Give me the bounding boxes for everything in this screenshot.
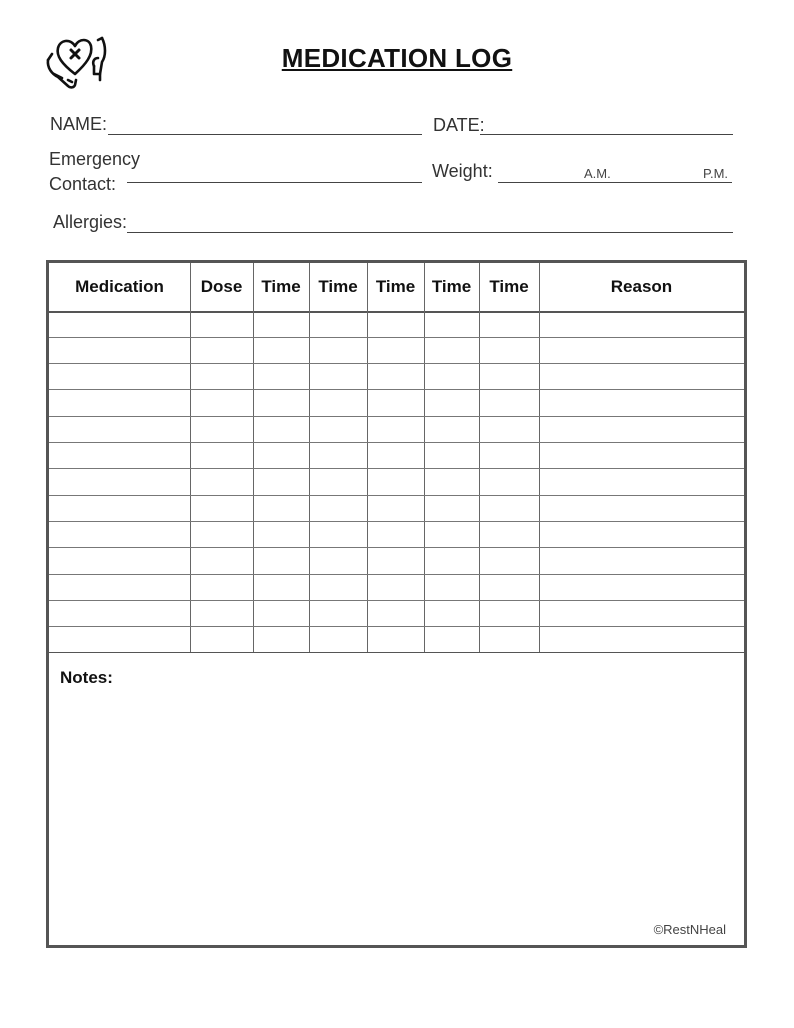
column-header-medication: Medication [75, 277, 164, 296]
weight-field[interactable] [498, 182, 732, 183]
column-header-time-5: Time [489, 277, 529, 296]
row-divider [49, 626, 744, 627]
row-divider [49, 468, 744, 469]
row-divider [49, 363, 744, 364]
name-label: NAME: [50, 114, 108, 134]
column-divider [539, 263, 540, 653]
row-divider [49, 521, 744, 522]
row-divider [49, 574, 744, 575]
row-divider [49, 442, 744, 443]
row-divider [49, 495, 744, 496]
date-label: DATE: [433, 115, 485, 135]
pm-label: P.M. [703, 166, 729, 181]
weight-label: Weight: [432, 161, 493, 181]
column-divider [479, 263, 480, 653]
column-divider [424, 263, 425, 653]
emergency-label-line2: Contact: [49, 174, 117, 194]
table-body-bottom-border [49, 652, 744, 653]
name-field[interactable] [108, 134, 422, 135]
column-divider [190, 263, 191, 653]
am-label: A.M. [584, 166, 611, 181]
date-field[interactable] [480, 134, 733, 135]
column-header-reason: Reason [610, 277, 673, 296]
emergency-contact-field[interactable] [127, 182, 422, 183]
row-divider [49, 547, 744, 548]
allergies-field[interactable] [127, 232, 733, 233]
row-divider [49, 600, 744, 601]
row-divider [49, 416, 744, 417]
column-header-time-3: Time [375, 277, 416, 296]
copyright-text: ©RestNHeal [653, 922, 726, 937]
column-header-time-4: Time [431, 277, 472, 296]
row-divider [49, 337, 744, 338]
allergies-label: Allergies: [53, 212, 128, 232]
medication-table [46, 260, 747, 948]
column-header-dose: Dose [200, 277, 243, 296]
emergency-label-line1: Emergency [49, 149, 141, 169]
column-header-time-2: Time [318, 277, 358, 296]
column-divider [367, 263, 368, 653]
row-divider [49, 389, 744, 390]
column-header-time-1: Time [261, 277, 301, 296]
notes-label: Notes: [60, 668, 113, 687]
column-divider [309, 263, 310, 653]
table-header-row [49, 263, 744, 313]
page-title: MEDICATION LOG [281, 43, 513, 73]
column-divider [253, 263, 254, 653]
